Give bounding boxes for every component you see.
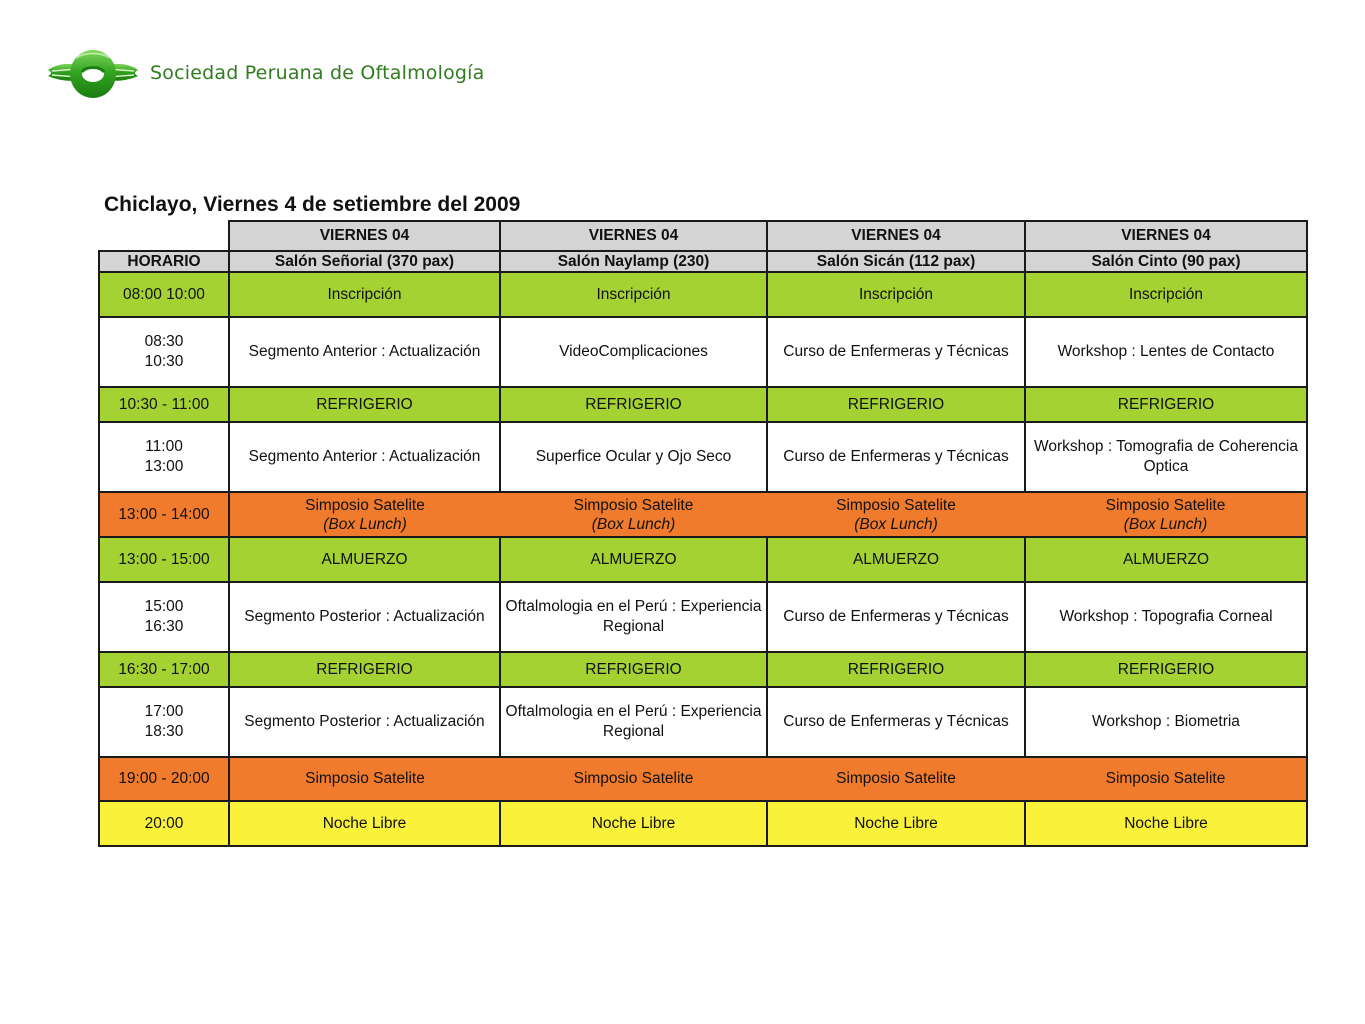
time-cell: 13:00 - 15:00 bbox=[99, 537, 229, 582]
page-title: Chiclayo, Viernes 4 de setiembre del 2009 bbox=[104, 193, 521, 216]
session-cell: Oftalmologia en el Perú : Experiencia Regional bbox=[500, 582, 767, 652]
session-cell: REFRIGERIO bbox=[1025, 652, 1307, 687]
time-cell: 20:00 bbox=[99, 801, 229, 846]
schedule-row bbox=[99, 387, 1307, 422]
session-note: (Box Lunch) bbox=[1123, 515, 1208, 533]
time-end: 13:00 bbox=[144, 458, 184, 475]
session-cell: Workshop : Topografia Corneal bbox=[1025, 582, 1307, 652]
session-cell: REFRIGERIO bbox=[229, 387, 500, 422]
session-cell: Segmento Anterior : Actualización bbox=[229, 422, 500, 492]
session-cell: Workshop : Lentes de Contacto bbox=[1025, 317, 1307, 387]
time-cell: 08:00 10:00 bbox=[99, 272, 229, 317]
session-cell: Noche Libre bbox=[229, 801, 500, 846]
schedule-row bbox=[99, 272, 1307, 317]
day-header: VIERNES 04 bbox=[229, 221, 500, 251]
time-start: 11:00 bbox=[145, 438, 183, 455]
blank-corner-cell bbox=[99, 221, 229, 251]
room-header-row bbox=[99, 251, 1307, 272]
day-header: VIERNES 04 bbox=[500, 221, 767, 251]
session-cell: Noche Libre bbox=[500, 801, 767, 846]
day-header: VIERNES 04 bbox=[767, 221, 1025, 251]
schedule-row bbox=[99, 537, 1307, 582]
session-cell: Inscripción bbox=[767, 272, 1025, 317]
session-cell: Workshop : Tomografia de Coherencia Optica bbox=[1025, 422, 1307, 492]
session-cell: ALMUERZO bbox=[229, 537, 500, 582]
schedule-row bbox=[99, 652, 1307, 687]
time-cell bbox=[99, 317, 229, 387]
session-cell: Workshop : Biometria bbox=[1025, 687, 1307, 757]
schedule-table bbox=[98, 220, 1308, 847]
schedule-row bbox=[99, 582, 1307, 652]
time-cell bbox=[99, 582, 229, 652]
time-start: 17:00 bbox=[144, 703, 184, 720]
session-cell: REFRIGERIO bbox=[1025, 387, 1307, 422]
session-cell: Superfice Ocular y Ojo Seco bbox=[500, 422, 767, 492]
time-end: 18:30 bbox=[144, 723, 184, 740]
session-cell bbox=[767, 492, 1025, 537]
session-note: (Box Lunch) bbox=[854, 515, 938, 533]
session-cell: Oftalmologia en el Perú : Experiencia Regional bbox=[500, 687, 767, 757]
session-cell: ALMUERZO bbox=[767, 537, 1025, 582]
time-cell: 19:00 - 20:00 bbox=[99, 757, 229, 801]
session-title: Simposio Satelite bbox=[573, 496, 694, 514]
session-title: Simposio Satelite bbox=[1105, 496, 1226, 514]
schedule-row bbox=[99, 757, 1307, 801]
session-cell: REFRIGERIO bbox=[767, 652, 1025, 687]
session-cell: Segmento Anterior : Actualización bbox=[229, 317, 500, 387]
time-end: 16:30 bbox=[144, 618, 184, 635]
time-cell: 10:30 - 11:00 bbox=[99, 387, 229, 422]
session-note: (Box Lunch) bbox=[591, 515, 676, 533]
session-cell: REFRIGERIO bbox=[500, 652, 767, 687]
schedule-row bbox=[99, 801, 1307, 846]
session-cell: Curso de Enfermeras y Técnicas bbox=[767, 317, 1025, 387]
session-cell: Simposio Satelite bbox=[229, 757, 500, 801]
session-cell: Segmento Posterior : Actualización bbox=[229, 687, 500, 757]
time-start: 15:00 bbox=[144, 598, 184, 615]
schedule-row bbox=[99, 492, 1307, 537]
session-cell: Inscripción bbox=[500, 272, 767, 317]
session-cell: ALMUERZO bbox=[500, 537, 767, 582]
spo-eye-logo-icon bbox=[46, 46, 140, 102]
room-header: Salón Naylamp (230) bbox=[500, 251, 767, 272]
time-cell: 16:30 - 17:00 bbox=[99, 652, 229, 687]
day-header-row bbox=[99, 221, 1307, 251]
schedule-row bbox=[99, 687, 1307, 757]
session-cell: Simposio Satelite bbox=[500, 757, 767, 801]
session-cell: Simposio Satelite bbox=[767, 757, 1025, 801]
session-title: Simposio Satelite bbox=[836, 496, 956, 514]
session-cell: Inscripción bbox=[229, 272, 500, 317]
session-note: (Box Lunch) bbox=[323, 515, 407, 533]
session-cell bbox=[229, 492, 500, 537]
time-end: 10:30 bbox=[144, 353, 184, 370]
session-cell: VideoComplicaciones bbox=[500, 317, 767, 387]
session-title: Simposio Satelite bbox=[305, 496, 425, 514]
schedule-row bbox=[99, 317, 1307, 387]
session-cell bbox=[500, 492, 767, 537]
time-cell: 13:00 - 14:00 bbox=[99, 492, 229, 537]
session-cell: REFRIGERIO bbox=[500, 387, 767, 422]
time-start: 08:30 bbox=[144, 333, 184, 350]
session-cell: Curso de Enfermeras y Técnicas bbox=[767, 582, 1025, 652]
session-cell: Inscripción bbox=[1025, 272, 1307, 317]
time-cell bbox=[99, 687, 229, 757]
schedule-row bbox=[99, 422, 1307, 492]
organization-name: Sociedad Peruana de Oftalmología bbox=[150, 62, 485, 84]
session-cell: Segmento Posterior : Actualización bbox=[229, 582, 500, 652]
room-header: Salón Cinto (90 pax) bbox=[1025, 251, 1307, 272]
room-header: Salón Señorial (370 pax) bbox=[229, 251, 500, 272]
session-cell: Curso de Enfermeras y Técnicas bbox=[767, 422, 1025, 492]
session-cell: Noche Libre bbox=[1025, 801, 1307, 846]
session-cell: Curso de Enfermeras y Técnicas bbox=[767, 687, 1025, 757]
session-cell: Simposio Satelite bbox=[1025, 757, 1307, 801]
session-cell: Noche Libre bbox=[767, 801, 1025, 846]
session-cell bbox=[1025, 492, 1307, 537]
room-header: Salón Sicán (112 pax) bbox=[767, 251, 1025, 272]
session-cell: ALMUERZO bbox=[1025, 537, 1307, 582]
time-column-header: HORARIO bbox=[99, 251, 229, 272]
session-cell: REFRIGERIO bbox=[767, 387, 1025, 422]
day-header: VIERNES 04 bbox=[1025, 221, 1307, 251]
time-cell bbox=[99, 422, 229, 492]
session-cell: REFRIGERIO bbox=[229, 652, 500, 687]
